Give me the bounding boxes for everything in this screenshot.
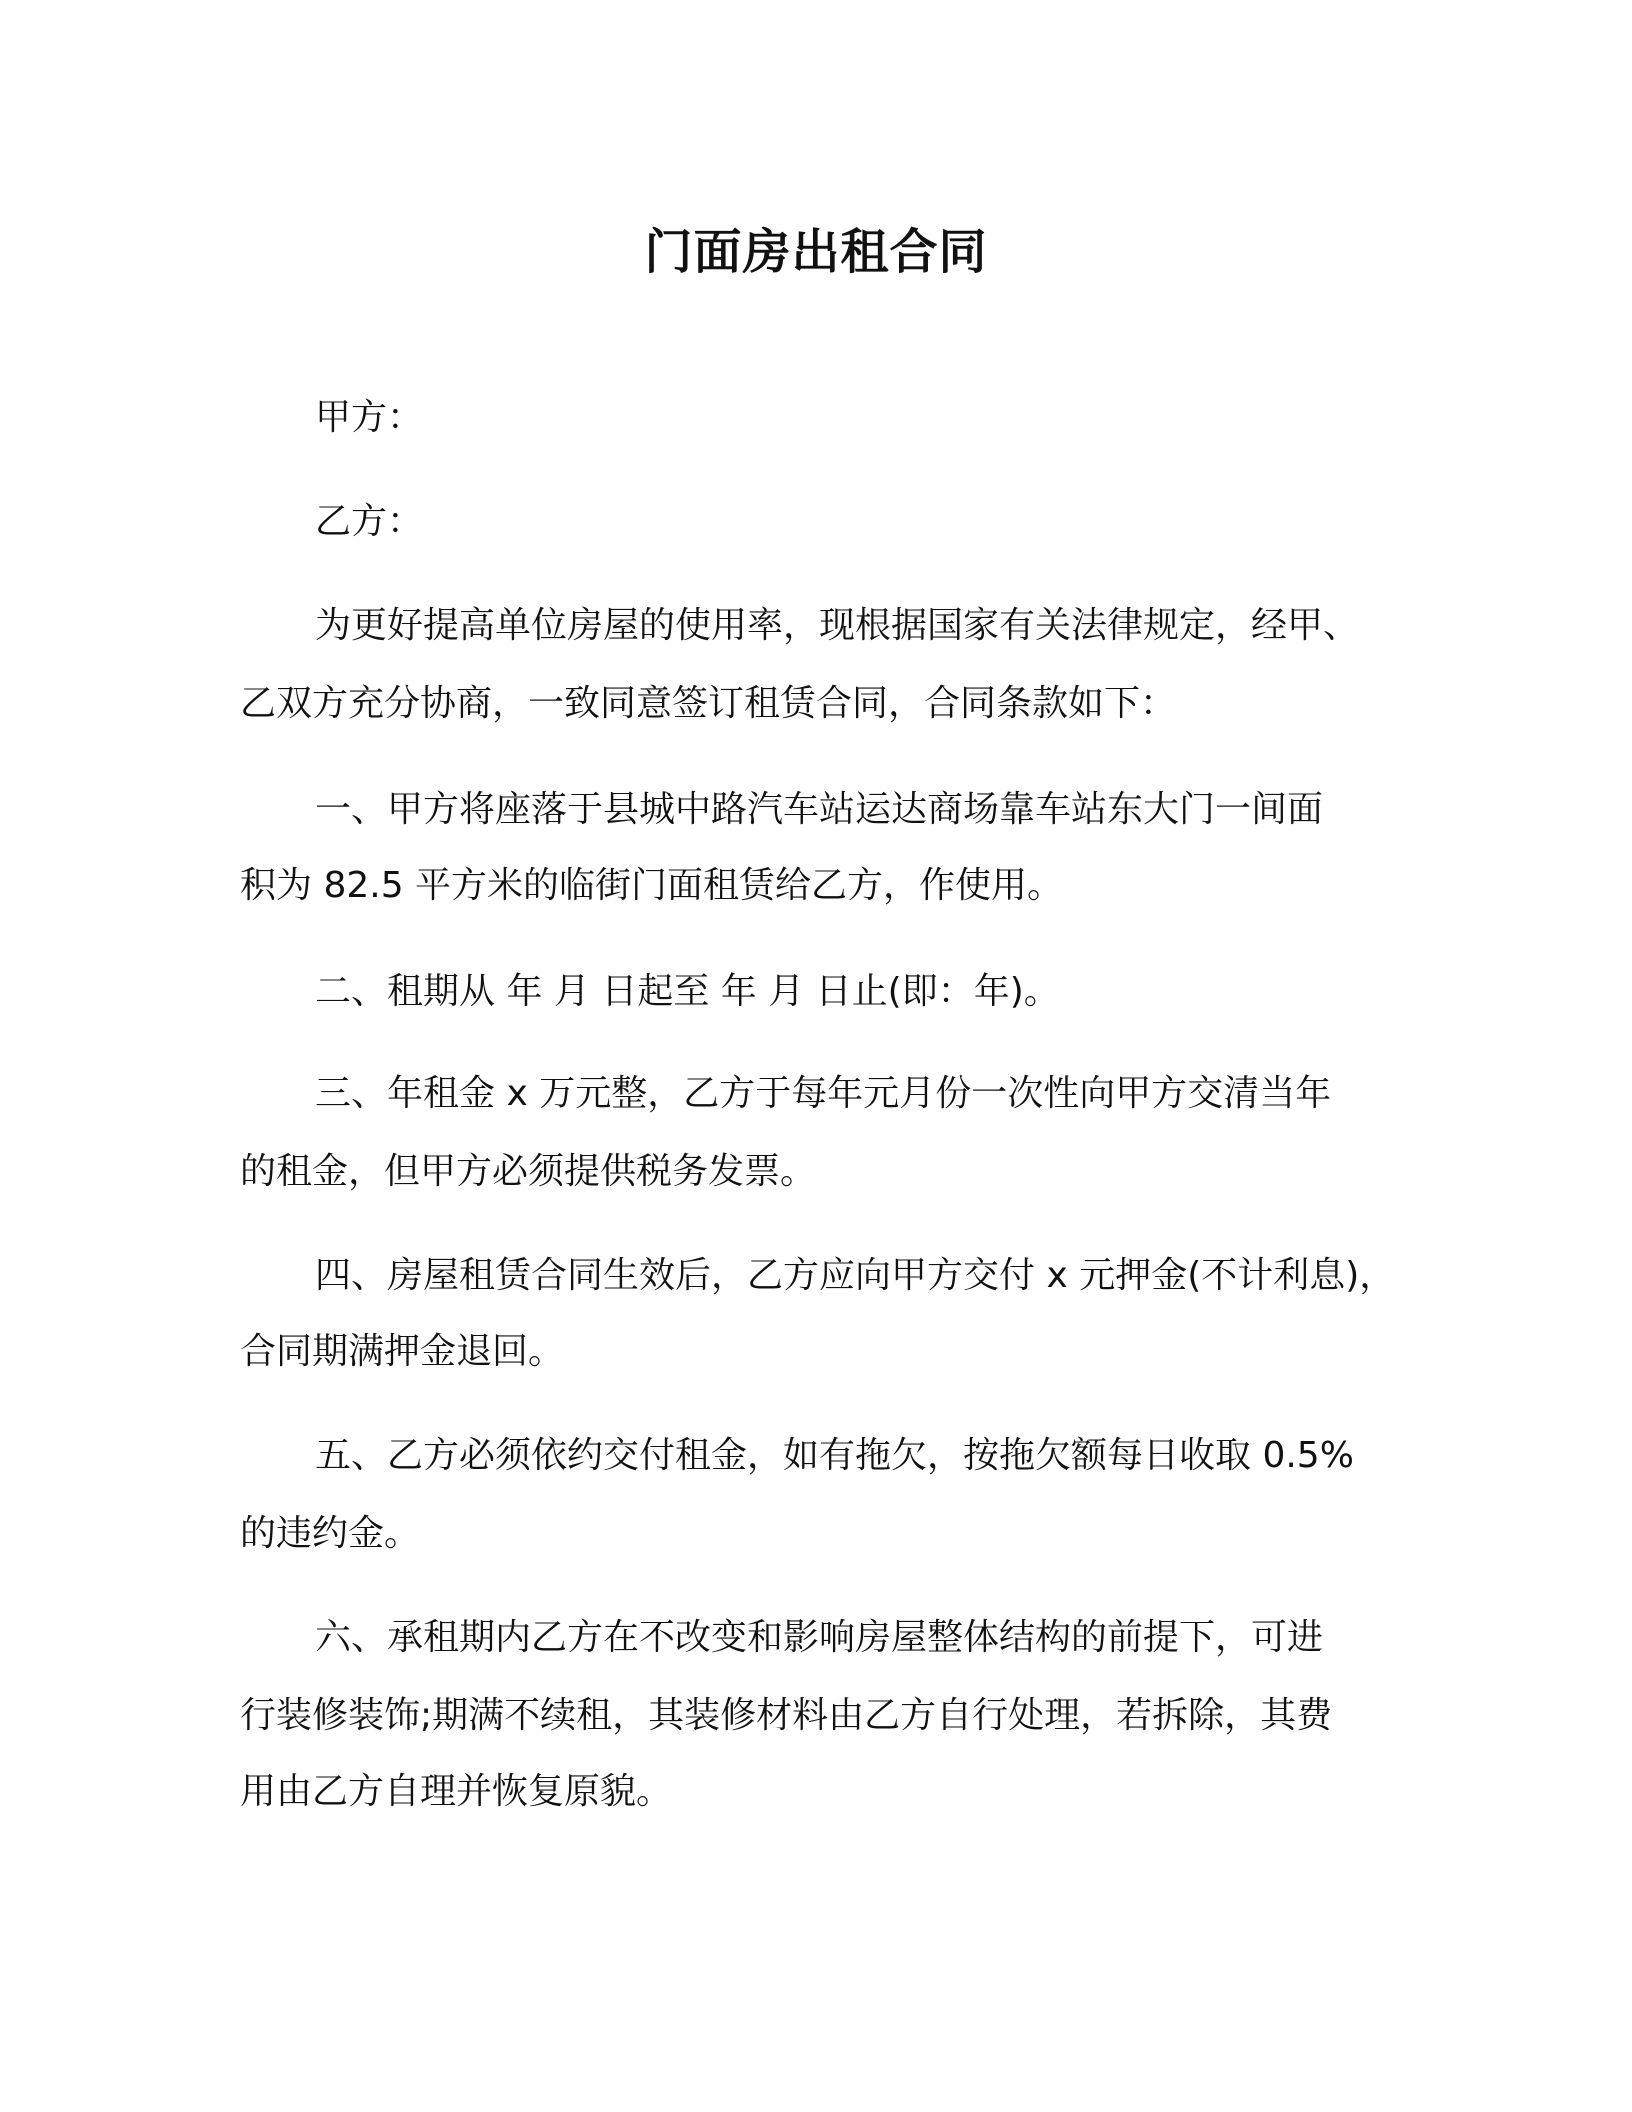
intro-line-1: 为更好提高单位房屋的使用率，现根据国家有关法律规定，经甲、 bbox=[315, 605, 1360, 646]
clause-3-line-2: 的租金，但甲方必须提供税务发票。 bbox=[240, 1151, 817, 1192]
clause-2-line-1: 二、租期从 年 月 日起至 年 月 日止(即：年)。 bbox=[315, 971, 1060, 1012]
clause-6-line-2: 行装修装饰;期满不续租，其装修材料由乙方自行处理，若拆除，其费 bbox=[240, 1695, 1333, 1736]
clause-4-line-1: 四、房屋租赁合同生效后，乙方应向甲方交付 x 元押金(不计利息)， bbox=[315, 1255, 1396, 1296]
document-title: 门面房出租合同 bbox=[644, 224, 988, 280]
party-a-label: 甲方： bbox=[315, 397, 424, 438]
clause-1-line-1: 一、甲方将座落于县城中路汽车站运达商场靠车站东大门一间面 bbox=[315, 789, 1324, 830]
clause-4-line-2: 合同期满押金退回。 bbox=[240, 1331, 565, 1372]
clause-5-line-1: 五、乙方必须依约交付租金，如有拖欠，按拖欠额每日收取 0.5% bbox=[315, 1435, 1354, 1476]
clause-6-line-1: 六、承租期内乙方在不改变和影响房屋整体结构的前提下，可进 bbox=[315, 1617, 1324, 1658]
party-b-label: 乙方： bbox=[315, 501, 424, 542]
clause-3-line-1: 三、年租金 x 万元整，乙方于每年元月份一次性向甲方交清当年 bbox=[315, 1073, 1332, 1114]
intro-line-2: 乙双方充分协商，一致同意签订租赁合同，合同条款如下： bbox=[240, 683, 1177, 724]
clause-1-line-2: 积为 82.5 平方米的临街门面租赁给乙方，作使用。 bbox=[240, 865, 1064, 906]
clause-6-line-3: 用由乙方自理并恢复原貌。 bbox=[240, 1771, 673, 1812]
clause-5-line-2: 的违约金。 bbox=[240, 1513, 421, 1554]
